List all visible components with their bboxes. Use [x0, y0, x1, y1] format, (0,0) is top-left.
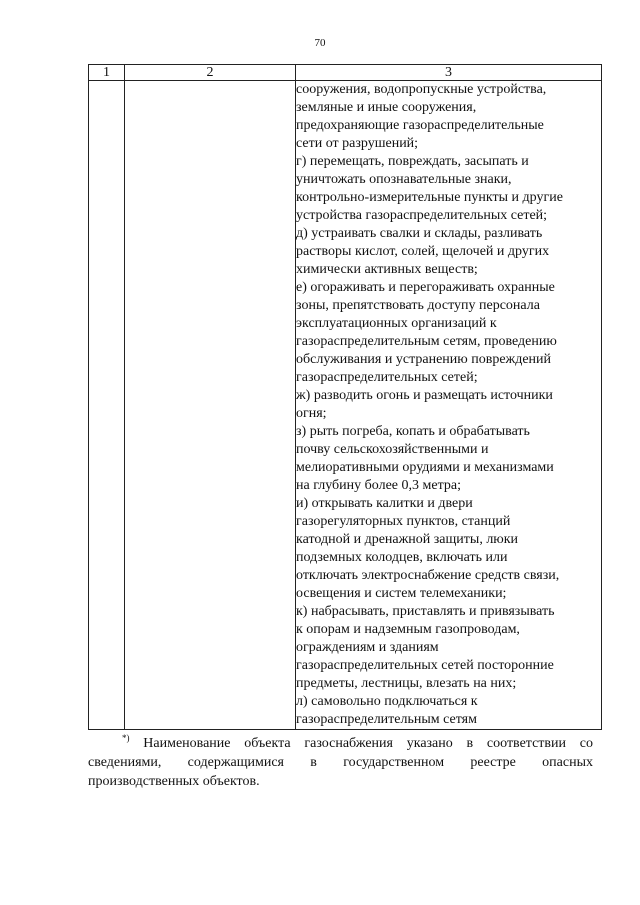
text-line: на глубину более 0,3 метра; — [296, 478, 461, 493]
page-number: 70 — [314, 37, 326, 49]
text-line: газораспределительным сетям, проведению — [296, 334, 557, 349]
text-line: ограждениям и зданиям — [296, 640, 439, 655]
text-line: эксплуатационных организаций к — [296, 316, 497, 331]
text-line: катодной и дренажной защиты, люки — [296, 532, 519, 547]
text-line: контрольно-измерительные пункты и другие — [296, 190, 563, 205]
footnote-line-3: производственных объектов. — [88, 774, 260, 789]
table-cell-column-1 — [89, 81, 125, 730]
column-header-1: 1 — [89, 65, 125, 81]
text-line: д) устраивать свалки и склады, разливать — [296, 226, 543, 241]
footnote-text-1: Наименование объекта газоснабжения указано в соответствии со — [143, 736, 593, 751]
document-table — [88, 64, 602, 730]
text-line: к) набрасывать, приставлять и привязывать — [296, 604, 555, 619]
text-line: газораспределительных сетей посторонние — [296, 658, 554, 673]
text-line: сети от разрушений; — [296, 136, 419, 151]
text-line: г) перемещать, повреждать, засыпать и — [296, 154, 529, 169]
text-line: газорегуляторных пунктов, станций — [296, 514, 511, 529]
text-line: зоны, препятствовать доступу персонала — [296, 298, 540, 313]
footnote-line-1 — [88, 734, 593, 753]
table-row — [89, 81, 602, 730]
footnote-marker: *) — [122, 733, 130, 743]
text-line: сооружения, водопропускные устройства, — [296, 82, 547, 97]
text-line: ж) разводить огонь и размещать источники — [296, 388, 553, 403]
text-line: подземных колодцев, включать или — [296, 550, 508, 565]
text-line: предохраняющие газораспределительные — [296, 118, 544, 133]
text-line: газораспределительных сетей; — [296, 370, 478, 385]
text-line: мелиоративными орудиями и механизмами — [296, 460, 554, 475]
text-line: земляные и иные сооружения, — [296, 100, 477, 115]
text-line: газораспределительным сетям — [296, 712, 477, 727]
table-cell-column-2 — [125, 81, 296, 730]
text-line: устройства газораспределительных сетей; — [296, 208, 548, 223]
text-line: з) рыть погреба, копать и обрабатывать — [296, 424, 530, 439]
text-line: растворы кислот, солей, щелочей и других — [296, 244, 550, 259]
text-line: е) огораживать и перегораживать охранные — [296, 280, 555, 295]
text-line: л) самовольно подключаться к — [296, 694, 478, 709]
table-header-row — [89, 65, 602, 81]
text-line: отключать электроснабжение средств связи, — [296, 568, 560, 583]
footnote — [88, 734, 593, 791]
text-line: обслуживания и устранению повреждений — [296, 352, 552, 367]
text-line: к опорам и надземным газопроводам, — [296, 622, 520, 637]
text-line: химически активных веществ; — [296, 262, 478, 277]
text-line: огня; — [296, 406, 327, 421]
text-line: уничтожать опознавательные знаки, — [296, 172, 512, 187]
footnote-line-2: сведениями, содержащимися в государственном реестре опасных — [88, 755, 593, 770]
table-cell-column-3 — [296, 81, 602, 730]
text-line: и) открывать калитки и двери — [296, 496, 473, 511]
column-header-2: 2 — [125, 65, 296, 81]
column-header-3: 3 — [296, 65, 602, 81]
text-line: освещения и систем телемеханики; — [296, 586, 507, 601]
text-line: предметы, лестницы, влезать на них; — [296, 676, 517, 691]
text-line: почву сельскохозяйственными и — [296, 442, 489, 457]
